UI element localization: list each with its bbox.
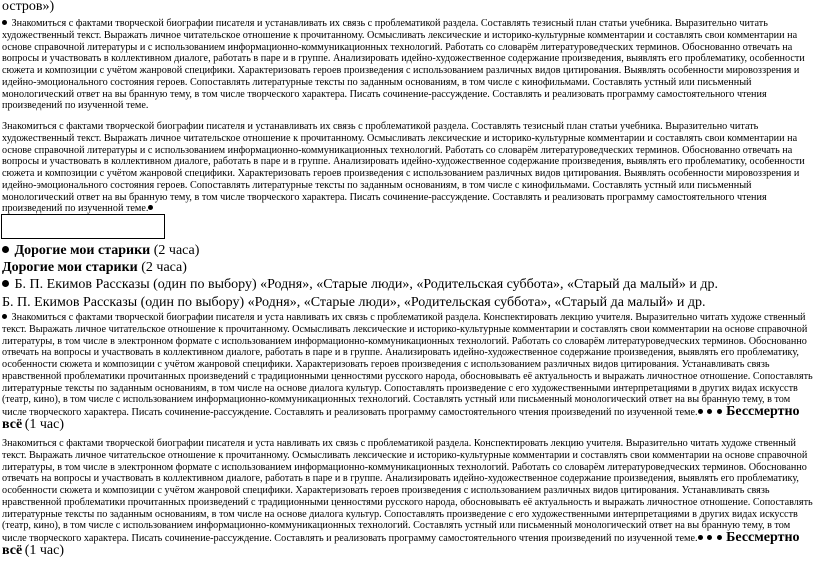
bullet-icon (698, 535, 703, 540)
bullet-icon (698, 409, 703, 414)
works-line-2 (0, 295, 814, 311)
topic-hours-1: (2 часа) (153, 243, 200, 258)
bullet-icon (717, 409, 722, 414)
topic-hours-3: (1 час) (24, 416, 65, 432)
activities-paragraph-4 (0, 438, 814, 558)
header-fragment: остров») (2, 0, 55, 14)
works-text-1: Б. П. Екимов Рассказы (один по выбору) «Родня», «Старые люди», «Родительская суббота», «Старый да малый» и др. (14, 277, 719, 292)
topic-hours-2: (2 часа) (141, 260, 187, 275)
empty-table-cell (1, 214, 165, 239)
topic-heading-1 (0, 243, 814, 259)
topic-hours-4: (1 час) (24, 542, 65, 558)
activities-paragraph-1 (0, 18, 814, 112)
topic-heading-2 (0, 260, 814, 276)
activities-paragraph-2 (0, 121, 814, 215)
topic-title-2: Дорогие мои старики (2, 260, 138, 275)
bullet-icon (2, 280, 9, 287)
bullet-icon (707, 535, 712, 540)
bullet-icon (148, 205, 153, 210)
bullet-icon (707, 409, 712, 414)
bullet-icon (2, 314, 7, 319)
works-text-2: Б. П. Екимов Рассказы (один по выбору) «Родня», «Старые люди», «Родительская суббота», «Старый да малый» и др. (2, 295, 706, 310)
bullet-icon (2, 246, 9, 253)
works-line-1 (0, 277, 814, 293)
activities-text-3: Знакомиться с фактами творческой биографии писателя и уста навливать их связь с проблематикой раздела. Конспектировать лекцию учителя. Выразительно читать художе ственный текст. Выражать личное читательское отношение к прочитанному. Осмысливать лексические и историко-культурные комментарии и составлять свои комментарии на основе справочной литературы, в том числе в электронном формате с использованием информационно-коммуникационных технологий. Работать со словарём литературоведческих терминов. Обоснованно отвечать на вопросы и участвовать в коллективном диалоге, работать в паре и в группе. Анализировать идейно-художественное содержание произведения, выявлять его проблематику, особенности сюжета и композиции с учётом жанровой специфики. Характеризовать героев произведения с использованием различных видов цитирования. Устанавливать связь нравственной проблематики прочитанных произведений с традиционными ценностями русского народа, обосновывать её актуальность и выражать личностное отношение. Сопоставлять литературные тексты по заданным основаниям, в том числе на основе диалога культур. Сопоставлять произведение с его художественными интерпретациями в других видах искусств (театр, кино), в том числе с использованием информационно-коммуникационных технологий. Составлять устный или письменный монологический ответ на вы бранную тему, в том числе творческого характера. Писать сочинение-рассуждение. Составлять и реализовать программу самостоятельного чтения произведений по изученной теме. (2, 312, 813, 418)
topic-title-3: Бессмертно всё (2, 404, 800, 432)
activities-text-4: Знакомиться с фактами творческой биографии писателя и уста навливать их связь с проблематикой раздела. Конспектировать лекцию учителя. Выразительно читать художе ственный текст. Выражать личное читательское отношение к прочитанному. Осмысливать лексические и историко-культурные комментарии и составлять свои комментарии на основе справочной литературы, в том числе в электронном формате с использованием информационно-коммуникационных технологий. Работать со словарём литературоведческих терминов. Обоснованно отвечать на вопросы и участвовать в коллективном диалоге, работать в паре и в группе. Анализировать идейно-художественное содержание произведения, выявлять его проблематику, особенности сюжета и композиции с учётом жанровой специфики. Характеризовать героев произведения с использованием различных видов цитирования. Устанавливать связь нравственной проблематики прочитанных произведений с традиционными ценностями русского народа, обосновывать её актуальность и выражать личностное отношение. Сопоставлять литературные тексты по заданным основаниям, в том числе на основе диалога культур. Сопоставлять произведение с его художественными интерпретациями в других видах искусств (театр, кино), в том числе с использованием информационно-коммуникационных технологий. Составлять устный или письменный монологический ответ на вы бранную тему, в том числе творческого характера. Писать сочинение-рассуждение. Составлять и реализовать программу самостоятельного чтения произведений по изученной теме. (2, 438, 813, 544)
bullet-icon (717, 535, 722, 540)
activities-text-2: Знакомиться с фактами творческой биографии писателя и устанавливать их связь с проблематикой раздела. Составлять тезисный план статьи учебника. Выразительно читать художественный текст. Выражать личное читательское отношение к прочитанному. Осмысливать лексические и историко-культурные комментарии и составлять свои комментарии на основе справочной литературы и с использованием информационно-коммуникационных технологий. Работать со словарём литературоведческих терминов. Обоснованно отвечать на вопросы и участвовать в коллективном диалоге, работать в паре и в группе. Анализировать идейно-художественное содержание произведения, выявлять его проблематику, особенности сюжета и композиции с учётом жанровой специфики. Характеризовать героев произведения с использованием различных видов цитирования. Выявлять особенности мировоззрения и идейно-эмоционального состояния героев. Сопоставлять литературные тексты по заданным основаниям, в том числе с кинофильмами. Составлять устный или письменный монологический ответ на вы бранную тему, в том числе творческого характера. Писать сочинение-рассуждение. Составлять и реализовать программу самостоятельного чтения произведений по изученной теме. (2, 121, 805, 215)
topic-title-4: Бессмертно всё (2, 530, 800, 558)
activities-paragraph-3 (0, 312, 814, 432)
activities-text-1: Знакомиться с фактами творческой биографии писателя и устанавливать их связь с проблематикой раздела. Составлять тезисный план статьи учебника. Выразительно читать художественный текст. Выражать личное читательское отношение к прочитанному. Осмысливать лексические и историко-культурные комментарии и составлять свои комментарии на основе справочной литературы и с использованием информационно-коммуникационных технологий. Работать со словарём литературоведческих терминов. Обоснованно отвечать на вопросы и участвовать в коллективном диалоге, работать в паре и в группе. Анализировать идейно-художественное содержание произведения, выявлять его проблематику, особенности сюжета и композиции с учётом жанровой специфики. Характеризовать героев произведения с использованием различных видов цитирования. Выявлять особенности мировоззрения и идейно-эмоционального состояния героев. Сопоставлять литературные тексты по заданным основаниям, в том числе с кинофильмами. Составлять устный или письменный монологический ответ на вы бранную тему, в том числе творческого характера. Писать сочинение-рассуждение. Составлять и реализовать программу самостоятельного чтения произведений по изученной теме. (2, 18, 805, 112)
bullet-icon (2, 20, 7, 25)
topic-title-1: Дорогие мои старики (14, 243, 151, 258)
